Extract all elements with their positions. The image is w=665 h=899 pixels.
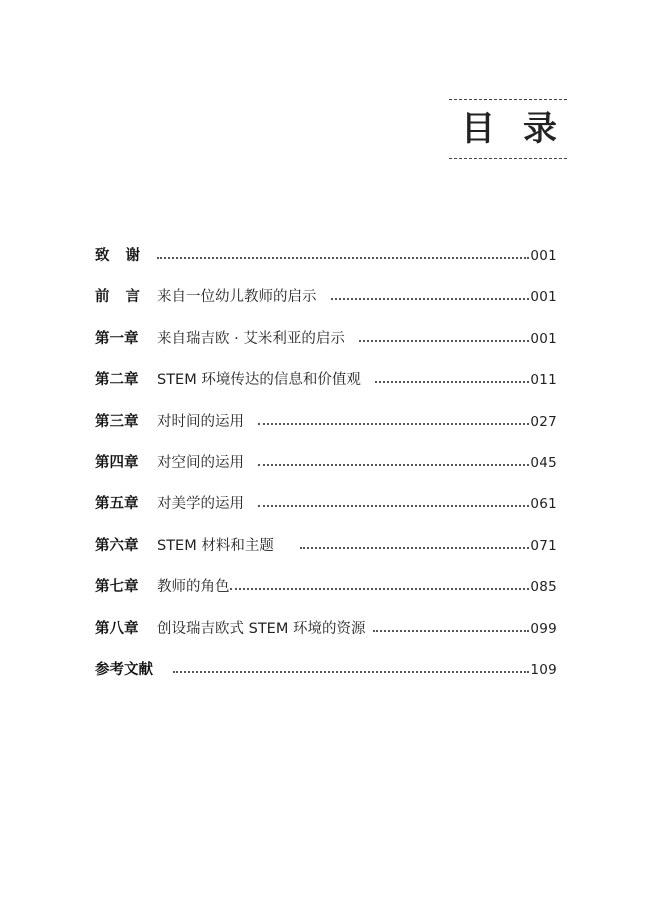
toc-entry-page: 001: [530, 330, 557, 347]
toc-entry-chapter-2[interactable]: [95, 368, 557, 409]
toc-entry-page: 099: [530, 620, 557, 637]
toc-leader-dots: [375, 368, 530, 392]
toc-entry-chapter-7[interactable]: [95, 575, 557, 616]
toc-entry-label: 第五章: [95, 496, 139, 513]
page-title-char-2: 录: [523, 109, 557, 149]
toc-entry-label: 第一章: [95, 330, 139, 347]
toc-entry-title: 对时间的运用: [157, 413, 244, 430]
toc-entry-page: 027: [530, 413, 557, 430]
toc-entry-chapter-8[interactable]: [95, 617, 557, 658]
toc-entry-label: 第三章: [95, 413, 139, 430]
toc-entry-title: 对空间的运用: [157, 454, 244, 471]
toc-entry-chapter-4[interactable]: [95, 451, 557, 492]
toc-entry-label: 第八章: [95, 620, 139, 637]
toc-entry-chapter-5[interactable]: [95, 492, 557, 533]
toc-leader-dots: [300, 534, 530, 558]
toc-leader-dots: [258, 451, 530, 475]
toc-leader-dots: [173, 658, 530, 682]
toc-entry-page: 001: [530, 248, 557, 264]
toc-entry-title: 教师的角色: [157, 579, 230, 596]
page-title: [449, 108, 567, 150]
toc-entry-label: 参考文献: [95, 661, 153, 678]
toc-leader-dots: [373, 617, 530, 641]
toc-entry-title: 对美学的运用: [157, 496, 244, 513]
toc-entry-page: 011: [530, 372, 557, 389]
toc-entry-references[interactable]: [95, 658, 557, 699]
toc-entry-chapter-3[interactable]: [95, 410, 557, 451]
toc-entry-title: STEM 环境传达的信息和价值观: [157, 372, 361, 389]
table-of-contents: [95, 244, 557, 699]
toc-entry-chapter-1[interactable]: [95, 327, 557, 368]
toc-entry-label: 前言: [95, 289, 156, 306]
page-title-char-1: 目: [461, 109, 495, 149]
toc-entry-page: 085: [530, 579, 557, 596]
toc-leader-dots: [359, 327, 531, 351]
toc-entry-label: 第二章: [95, 372, 139, 389]
toc-entry-page: 045: [530, 454, 557, 471]
toc-entry-label: 第七章: [95, 579, 139, 596]
toc-entry-title: STEM 材料和主题: [157, 537, 274, 554]
toc-entry-page: 071: [530, 537, 557, 554]
toc-leader-dots: [230, 575, 531, 599]
heading-top-rule: [449, 99, 567, 100]
toc-entry-label: 第四章: [95, 454, 139, 471]
toc-entry-label: 致谢: [95, 248, 156, 264]
toc-entry-title: 来自一位幼儿教师的启示: [157, 289, 317, 306]
toc-entry-acknowledgements[interactable]: [95, 244, 557, 285]
toc-entry-page: 061: [530, 496, 557, 513]
toc-entry-title: 创设瑞吉欧式 STEM 环境的资源: [157, 620, 366, 637]
heading-bottom-rule: [449, 158, 567, 159]
toc-leader-dots: [258, 410, 530, 434]
toc-leader-dots: [157, 244, 530, 268]
toc-leader-dots: [331, 285, 531, 309]
toc-entry-chapter-6[interactable]: [95, 534, 557, 575]
toc-entry-page: 001: [530, 289, 557, 306]
toc-heading: [449, 99, 567, 159]
toc-entry-preface[interactable]: [95, 285, 557, 326]
toc-entry-title: 来自瑞吉欧 · 艾米利亚的启示: [157, 330, 345, 347]
toc-leader-dots: [258, 492, 530, 516]
toc-entry-label: 第六章: [95, 537, 139, 554]
toc-entry-page: 109: [530, 661, 557, 678]
